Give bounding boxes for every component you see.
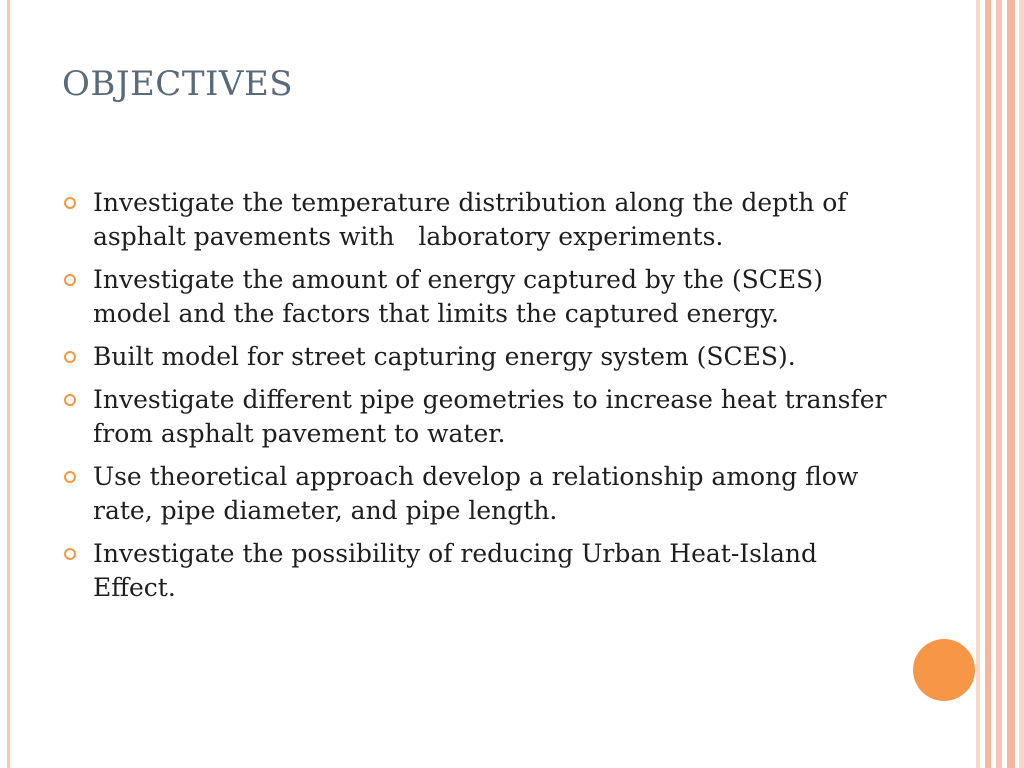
objectives-list	[62, 186, 892, 614]
list-item	[62, 460, 892, 528]
circle-bullet-icon	[64, 394, 76, 406]
circle-bullet-icon	[64, 548, 76, 560]
list-item-text: Use theoretical approach develop a relationship among flow rate, pipe diameter, and pipe length.	[93, 462, 859, 525]
list-item	[62, 263, 892, 331]
circle-bullet-icon	[64, 351, 76, 363]
list-item	[62, 383, 892, 451]
circle-bullet-icon	[64, 197, 76, 209]
stripe	[976, 0, 980, 768]
stripe	[1007, 0, 1015, 768]
list-item-text: Investigate the possibility of reducing Urban Heat-Island Effect.	[93, 539, 817, 602]
list-item	[62, 537, 892, 605]
list-item-text: Investigate different pipe geometries to increase heat transfer from asphalt pavement to water.	[93, 385, 887, 448]
decorative-circle	[913, 639, 975, 701]
decorative-stripes	[976, 0, 1024, 768]
stripe	[1019, 0, 1024, 768]
list-item	[62, 186, 892, 254]
circle-bullet-icon	[64, 274, 76, 286]
slide-title: OBJECTIVES	[62, 64, 294, 104]
stripe	[996, 0, 1002, 768]
circle-bullet-icon	[64, 471, 76, 483]
list-item-text: Investigate the temperature distribution along the depth of asphalt pavements with laboratory experiments.	[93, 188, 855, 251]
stripe	[985, 0, 991, 768]
list-item-text: Built model for street capturing energy system (SCES).	[93, 342, 796, 371]
list-item-text: Investigate the amount of energy captured by the (SCES) model and the factors that limits the captured energy.	[93, 265, 824, 328]
list-item	[62, 340, 892, 374]
left-border-line	[7, 0, 10, 768]
